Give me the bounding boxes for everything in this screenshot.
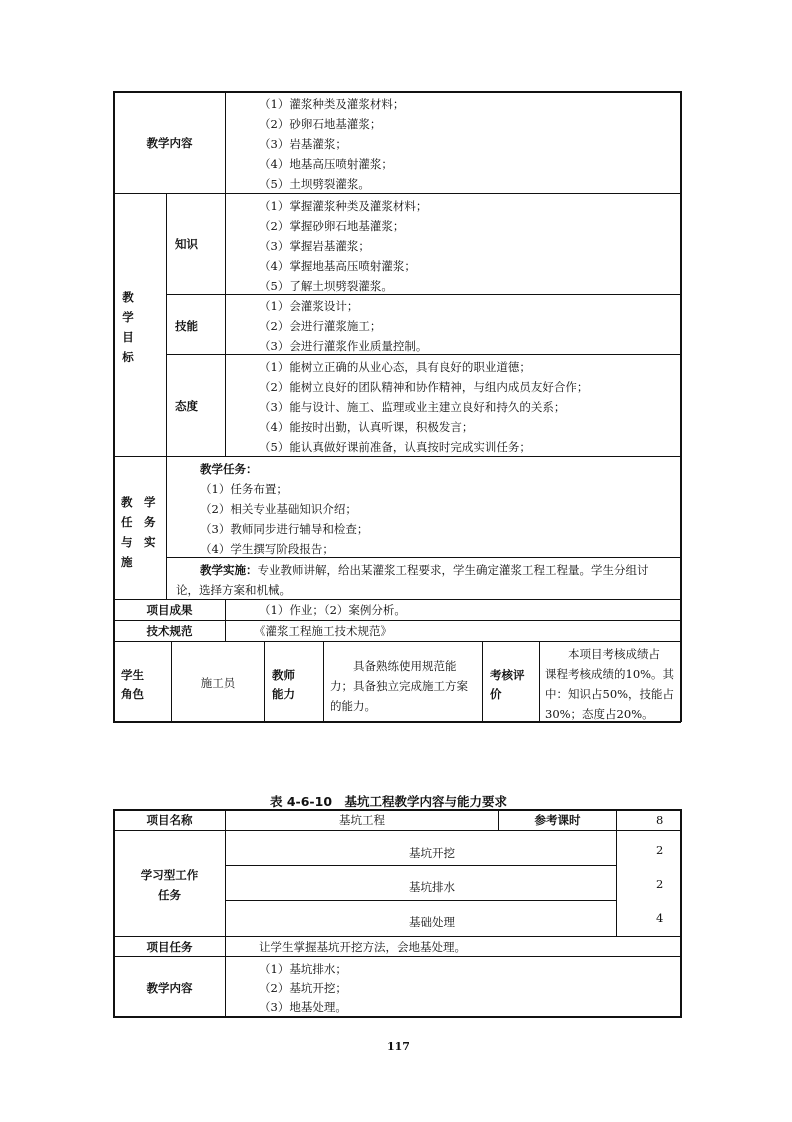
result-value: （1）作业；（2）案例分析。	[259, 603, 406, 617]
skill-item: （3）会进行灌浆作业质量控制。	[259, 339, 428, 353]
knowledge-item: （1）掌握灌浆种类及灌浆材料；	[259, 199, 428, 213]
impl-line-1: 教学实施：专业教师讲解，给出某灌浆工程要求，学生确定灌浆工程工程量。学生分组讨	[200, 563, 649, 577]
table-caption: 表 4-6-10 基坑工程教学内容与能力要求	[270, 794, 508, 809]
task-name: 基础处理	[409, 915, 455, 929]
task-item: （3）教师同步进行辅导和检查；	[200, 522, 369, 536]
impl-line-2: 论，选择方案和机械。	[176, 583, 291, 597]
tasks-label: 学习型工作 任务	[140, 868, 199, 902]
attitude-item: （5）能认真做好课前准备，认真按时完成实训任务；	[259, 440, 531, 454]
knowledge-item: （4）掌握地基高压喷射灌浆；	[259, 259, 416, 273]
task-item: （4）学生撰写阶段报告；	[200, 542, 334, 556]
content-item: （5）土坝劈裂灌浆。	[259, 177, 370, 191]
result-label: 项目成果	[146, 603, 193, 617]
skill-item: （1）会灌浆设计；	[259, 299, 359, 313]
name-label: 项目名称	[146, 813, 193, 827]
hours-value: 8	[656, 813, 664, 827]
teacher-ability-label: 教师 能力	[272, 668, 295, 701]
content-item: （1）灌浆种类及灌浆材料；	[259, 97, 405, 111]
task-hours: 4	[656, 911, 664, 925]
attitude-item: （4）能按时出勤，认真听课，积极发言；	[259, 420, 474, 434]
skill-item: （2）会进行灌浆施工；	[259, 319, 382, 333]
task-name: 基坑开挖	[409, 846, 455, 860]
knowledge-item: （5）了解土坝劈裂灌浆。	[259, 279, 393, 293]
attitude-label: 态度	[175, 399, 198, 413]
knowledge-label: 知识	[175, 237, 198, 251]
spec-value: 《灌浆工程施工技术规范》	[254, 624, 392, 638]
content-label: 教学内容	[146, 981, 193, 995]
attitude-item: （1）能树立正确的从业心态，具有良好的职业道德；	[259, 360, 531, 374]
goals-label: 教 学 目 标	[122, 290, 134, 364]
assess-value: 本项目考核成绩占 课程考核成绩的10%。其 中：知识占50%，技能占 30%；态度占20%。	[545, 647, 675, 721]
student-role-value: 施工员	[200, 676, 236, 690]
task-item: （2）相关专业基础知识介绍；	[200, 502, 357, 516]
content-item: （3）地基处理。	[259, 1000, 347, 1014]
content-item: （2）砂卵石地基灌浆；	[259, 117, 382, 131]
skill-label: 技能	[175, 319, 198, 333]
task-heading: 教学任务：	[200, 462, 258, 476]
hours-label: 参考课时	[534, 813, 581, 827]
spec-label: 技术规范	[146, 624, 193, 638]
task-value: 让学生掌握基坑开挖方法，会地基处理。	[259, 940, 466, 954]
content-item: （3）岩基灌浆；	[259, 137, 347, 151]
student-role-label: 学生 角色	[121, 668, 144, 701]
teacher-ability-value: 具备熟练使用规范能 力；具备独立完成施工方案 的能力。	[330, 659, 468, 713]
content-item: （2）基坑开挖；	[259, 981, 347, 995]
attitude-item: （3）能与设计、施工、监理或业主建立良好和持久的关系；	[259, 400, 566, 414]
content-item: （1）基坑排水；	[259, 962, 347, 976]
assess-label: 考核评 价	[490, 668, 525, 701]
task-item: （1）任务布置；	[200, 482, 288, 496]
task-name: 基坑排水	[409, 880, 455, 894]
tasks-label: 教 学 任 务 与 实 施	[121, 495, 156, 569]
task-hours: 2	[656, 877, 664, 891]
task-hours: 2	[656, 843, 664, 857]
content-label: 教学内容	[146, 136, 193, 150]
knowledge-item: （2）掌握砂卵石地基灌浆；	[259, 219, 405, 233]
name-value: 基坑工程	[339, 813, 385, 827]
content-item: （4）地基高压喷射灌浆；	[259, 157, 393, 171]
knowledge-item: （3）掌握岩基灌浆；	[259, 239, 370, 253]
task-label: 项目任务	[146, 940, 193, 954]
attitude-item: （2）能树立良好的团队精神和协作精神，与组内成员友好合作；	[259, 380, 589, 394]
page-number: 117	[387, 1040, 410, 1053]
